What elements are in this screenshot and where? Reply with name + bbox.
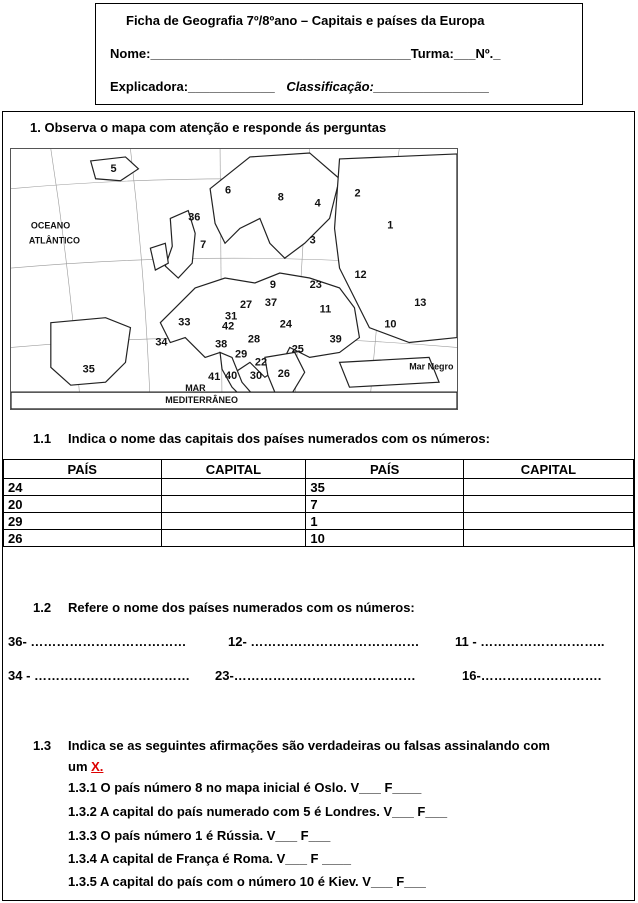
question-1-3-text: Indica se as seguintes afirmações são verdadeiras ou falsas assinalando com	[68, 738, 550, 753]
map-country-number: 4	[314, 197, 321, 210]
map-country-number: 42	[222, 320, 235, 333]
explicadora-line[interactable]	[110, 79, 490, 94]
statement-1-3-1[interactable]: 1.3.1 O país número 8 no mapa inicial é Oslo. V___ F____	[68, 780, 422, 795]
map-country-number: 11	[319, 303, 332, 316]
map-country-number: 25	[291, 343, 304, 356]
europe-map	[10, 148, 458, 410]
capital-answer-cell[interactable]	[463, 479, 633, 496]
question-1-3-prefix: um	[68, 759, 92, 774]
map-country-number: 31	[225, 310, 238, 323]
map-label-black-sea: Mar Negro	[409, 361, 454, 372]
map-country-number: 28	[247, 333, 261, 346]
statement-1-3-5[interactable]: 1.3.5 A capital do país com o número 10 é Kiev. V___ F___	[68, 874, 426, 889]
capital-answer-cell[interactable]	[161, 496, 306, 513]
capitals-table	[3, 459, 634, 547]
table-row	[4, 513, 634, 530]
question-1-2-num: 1.2	[33, 600, 52, 615]
map-country-number: 40	[225, 370, 238, 383]
map-country-number: 27	[239, 298, 253, 311]
map-country-number: 8	[277, 191, 284, 204]
country-number-cell: 10	[306, 530, 464, 547]
country-number-cell: 35	[306, 479, 464, 496]
name-line[interactable]: Nome:____________________________________Turma:___Nº._	[110, 46, 501, 61]
answer-36[interactable]: 36- ………………………………	[8, 634, 187, 649]
question-1-3-text-2	[68, 759, 103, 774]
map-label-mar: MAR	[185, 383, 206, 394]
table-row	[4, 496, 634, 513]
country-number-cell: 20	[4, 496, 162, 513]
capital-answer-cell[interactable]	[463, 530, 633, 547]
country-number-cell: 26	[4, 530, 162, 547]
classificacao-field: Classificação:________________	[286, 79, 490, 94]
col-header-pais-1: PAÍS	[4, 460, 162, 479]
country-number-cell: 1	[306, 513, 464, 530]
map-country-number: 1	[387, 219, 394, 232]
map-country-number: 26	[277, 368, 290, 381]
map-country-number: 24	[279, 318, 292, 331]
map-country-number: 41	[208, 371, 221, 384]
map-country-number: 7	[200, 239, 207, 252]
question-1-1-text: Indica o nome das capitais dos países numerados com os números:	[68, 431, 490, 446]
statement-1-3-2[interactable]: 1.3.2 A capital do país numerado com 5 é Londres. V___ F___	[68, 804, 448, 819]
explicadora-field: Explicadora:____________	[110, 79, 275, 94]
map-label-mediterraneo: MEDITERRÂNEO	[165, 395, 238, 406]
map-country-number: 35	[82, 363, 95, 376]
capital-answer-cell[interactable]	[161, 530, 306, 547]
answer-23[interactable]: 23-……………………………………	[215, 668, 416, 683]
answer-12[interactable]: 12- …………………………………	[228, 634, 420, 649]
map-country-number: 34	[155, 336, 168, 349]
table-row	[4, 530, 634, 547]
statement-1-3-4[interactable]: 1.3.4 A capital de França é Roma. V___ F ____	[68, 851, 352, 866]
map-country-number: 12	[354, 269, 367, 282]
map-country-number: 36	[188, 211, 201, 224]
map-country-number: 38	[215, 338, 228, 351]
country-number-cell: 24	[4, 479, 162, 496]
map-country-number: 22	[254, 356, 268, 369]
map-country-number: 9	[269, 278, 276, 291]
country-number-cell: 29	[4, 513, 162, 530]
map-country-number: 2	[354, 187, 361, 200]
map-country-number: 13	[414, 296, 427, 309]
col-header-capital-1: CAPITAL	[161, 460, 306, 479]
answer-34[interactable]: 34 - ………………………………	[8, 668, 191, 683]
map-label-ocean: OCEANO	[30, 220, 71, 231]
x-mark: X.	[91, 759, 104, 774]
answer-16[interactable]: 16-……………………….	[462, 668, 602, 683]
col-header-pais-2: PAÍS	[306, 460, 464, 479]
question-1-3-num: 1.3	[33, 738, 52, 753]
statement-1-3-3[interactable]: 1.3.3 O país número 1 é Rússia. V___ F___	[68, 828, 331, 843]
map-country-number: 6	[225, 184, 232, 197]
question-1: 1. Observa o mapa com atenção e responde ás perguntas	[30, 120, 387, 135]
map-country-number: 29	[234, 348, 248, 361]
capital-answer-cell[interactable]	[161, 479, 306, 496]
map-country-number: 39	[329, 333, 342, 346]
header-box	[95, 3, 583, 105]
worksheet-title: Ficha de Geografia 7º/8ºano – Capitais e países da Europa	[126, 13, 485, 28]
capitals-table-header	[4, 460, 634, 479]
capital-answer-cell[interactable]	[161, 513, 306, 530]
table-row	[4, 479, 634, 496]
question-1-1-num: 1.1	[33, 431, 52, 446]
map-country-number: 23	[309, 278, 322, 291]
map-country-number: 33	[178, 316, 191, 329]
map-country-number: 3	[309, 234, 316, 247]
question-1-2-text: Refere o nome dos países numerados com os números:	[68, 600, 415, 615]
country-number-cell: 7	[306, 496, 464, 513]
capital-answer-cell[interactable]	[463, 496, 633, 513]
map-country-number: 10	[384, 318, 397, 331]
col-header-capital-2: CAPITAL	[463, 460, 633, 479]
europe-map-svg	[11, 149, 457, 409]
map-label-atlantic: ATLÂNTICO	[28, 235, 80, 246]
map-country-number: 37	[264, 296, 278, 309]
map-country-number: 30	[249, 370, 263, 383]
map-country-number: 5	[110, 162, 117, 175]
answer-11[interactable]: 11 - ………………………..	[455, 634, 605, 649]
capital-answer-cell[interactable]	[463, 513, 633, 530]
